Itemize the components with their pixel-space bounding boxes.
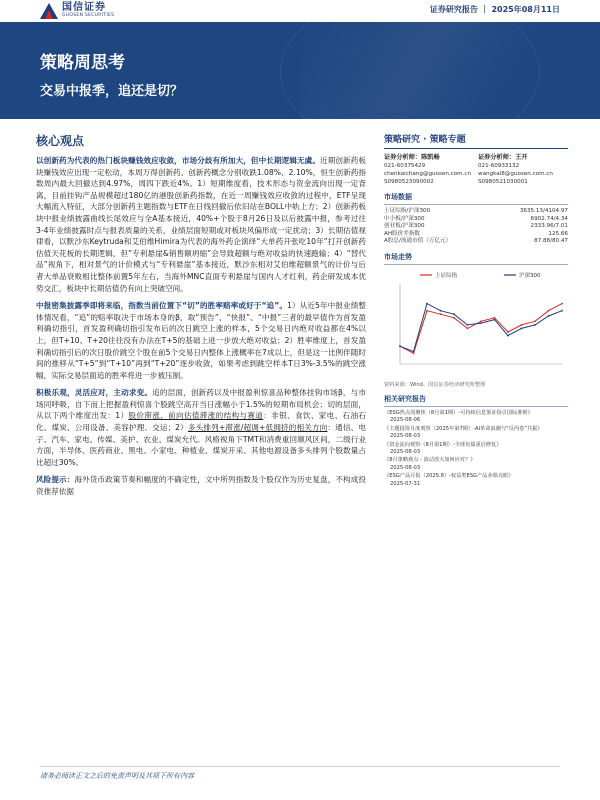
paragraph-2-body: 1）从近5年中报业绩整体情况看，“追”的赔率取决于市场本身的β，取“预告”、“快报”、“中报”三者的最早值作为首发盈利确切指引，首发盈利确切指引发布后的次日跳空上涨的样本，5个交易日内绝对收益都在4%以上，但T+10、T+20往往没有办法在T+5的基础上进一步放大绝对收益；2）胜率维度上，首发盈利确切指引后的次日股价跳空个股在前5个交易日内整体上涨概率在7成以上，但是这一比例伴随时间的推移从“T+5”到“T+10”再到“T+20”逐步收敛，如果考虑到跳空样本T日3%-3.5%的跳空涨幅，实际交易层面追的胜率将进一步被压制。	[36, 301, 366, 380]
footer-divider	[40, 766, 560, 767]
paragraph-innovative-drugs	[36, 155, 366, 294]
row-value: 87.88/80.47	[534, 238, 568, 245]
data-point	[453, 317, 455, 319]
data-point	[494, 319, 496, 321]
row-label: 创业板/沪深300	[384, 223, 425, 230]
data-point	[413, 351, 415, 353]
paragraph-3-body-a: 追的层面，创新药以及中报盈利惊喜品种整体挂钩市场β，与市场同呼吸，自下而上把握盈利惊喜个股跳空高开当日涨幅小于1.5%的短期布局机会；切的层面，从以下两个维度出发：1）	[36, 388, 367, 421]
paragraph-1-body: 近期创新药板块赚钱效应出现一定松动，本周万得创新药、创新药概念分别收跌1.08%、2.10%，恒生创新药指数周内最大回撤达到4.97%，周四下跌近4%。1）短期维度看，技术形态与资金流向出现一定背离，目前挂钩产品规模超过180亿的港股创新药指数，在近一周赚钱效应收敛的过程中，ETF呈现大幅流入特征，大部分创新药主题指数与ETF在日线回撤后依旧站在BOLL中轨上方；2）创新药板块中报业绩披露曲线长尾效应与全A基本接近，40%+个股于8月26日及以后披露中报，参考过往3-4年业绩披露时点与报表质量的关系，业绩层面短期或对板块风偏形成一定扰动；3）长期估值视律看，以默沙东Keytruda和艾伯维Himira为代表的海外药企演绎“大单药开张吃10年”打开创新药估值天花板的长期逻辑，但“专利悬崖&销售额坍缩”会导致超额与绝对收益的快速跑输；4）“替代品”视角下，相对景气的计价模式与“专利悬崖”基本接近，默沙东相对艾伯维超额景气的计价与后者大单品衰败相比整体前置5年左右，当海外MNC直面专利悬崖与国内人才红利，药企研发成本优势交汇，板块中长期估值仍有向上突破空间。	[36, 156, 367, 293]
series-line-2	[400, 304, 562, 352]
row-label: 上证综指/沪深300	[384, 208, 431, 214]
legend-label: 上证综指	[435, 272, 458, 279]
market-trend-chart	[384, 268, 568, 378]
chart-source: 资料来源：Wind、国信证券经济研究所整理	[384, 381, 486, 388]
table-row	[384, 208, 568, 216]
row-value: 6902.74/4.34	[530, 215, 568, 222]
data-point	[534, 324, 536, 326]
related-report-date: 2025-08-03	[390, 449, 421, 455]
related-report-item[interactable]	[384, 426, 568, 441]
related-report-date: 2025-08-03	[390, 433, 421, 440]
paragraph-3-underline-2: 多头排列+滞涨/超调+低拥挤的相关方向	[187, 423, 328, 433]
related-report-date: 2025-07-31	[390, 480, 421, 487]
related-report-date: 2025-08-03	[390, 464, 421, 471]
logo-chinese-name: 国信证券	[62, 2, 106, 14]
core-views-heading: 核心观点	[36, 134, 85, 148]
data-point	[467, 324, 469, 326]
data-point	[413, 352, 415, 354]
data-point	[453, 313, 455, 315]
analyst-card	[384, 154, 474, 186]
report-title: 策略周思考	[40, 53, 125, 73]
row-label: AH股价差指数	[384, 230, 421, 237]
analyst-cert: S0980523090002	[384, 179, 434, 185]
paragraph-strategy	[36, 387, 366, 468]
related-report-date: 2025-08-06	[390, 417, 421, 424]
row-label: 中小板/沪深300	[384, 215, 425, 222]
data-point	[548, 310, 550, 312]
data-point	[507, 335, 509, 337]
data-point	[548, 315, 550, 317]
core-views-column	[36, 132, 366, 504]
row-value: 125.66	[548, 230, 568, 237]
report-type-date: 证券研究报告 ｜ 2025年08月11日	[429, 5, 560, 14]
market-trend-heading: 市场走势	[384, 252, 568, 265]
data-point	[467, 327, 469, 329]
market-trend-svg	[384, 268, 568, 378]
analyst-name: 证券分析师：陈凯畅	[384, 154, 440, 161]
analyst-list	[384, 154, 568, 186]
data-point	[534, 320, 536, 322]
related-report-title[interactable]: 《ESG热点周聚焦（8月第1期）-可持续信息鉴证指引国际准则》	[384, 409, 533, 416]
title-banner	[0, 22, 600, 119]
related-report-item[interactable]	[384, 410, 568, 425]
analyst-phone: 021-60375429	[384, 163, 426, 169]
row-label: A股总/流通市值（万亿元）	[384, 238, 452, 245]
data-point	[480, 322, 482, 324]
data-point	[507, 331, 509, 333]
data-point	[480, 320, 482, 322]
logo-english-name: GUOSEN SECURITIES	[62, 13, 115, 19]
market-data-table	[384, 208, 568, 246]
row-value: 2333.96/7.01	[530, 223, 568, 230]
analyst-card	[478, 154, 568, 186]
series-line-1	[400, 304, 562, 354]
row-value: 3635.13/4104.97	[519, 208, 568, 214]
market-data-heading: 市场数据	[384, 192, 568, 205]
data-point	[440, 313, 442, 315]
analyst-email[interactable]: chenkaichang@guosen.com.cn	[384, 171, 472, 177]
data-point	[494, 317, 496, 319]
top-bar	[0, 0, 600, 22]
related-report-title[interactable]: 《主题投资月度观察（2025年第7期）-AI革命浪潮与“反内卷”共振》	[384, 425, 543, 432]
paragraph-2-highlight: 中报密集披露季即将来临，指数当前位置下“切”的胜率赔率或好于“追”。	[36, 301, 288, 311]
analyst-name: 证券分析师：王开	[478, 154, 528, 161]
related-report-title[interactable]: 《ESG产品月报（2025.8）-权益类ESG产品业绩亮眼》	[384, 473, 514, 480]
sidebar	[384, 132, 568, 489]
related-report-item[interactable]	[384, 457, 568, 472]
paragraph-1-highlight: 以创新药为代表的热门板块赚钱效应收敛，市场分歧有所加大，但中长期逻辑无虞。	[36, 156, 321, 165]
table-row	[384, 238, 568, 246]
data-point	[399, 345, 401, 347]
related-report-title[interactable]: 《资金流向观察（8月第1期）-全球负债重启修复》	[384, 441, 502, 448]
data-point	[521, 327, 523, 329]
table-row	[384, 223, 568, 231]
paragraph-3-body-c: ：通信、电子、汽车、家电、传媒、美护、农业、煤炭允代。风格视角下TMT和消费重回顺风区间，二级行业方面，半导体、医药商业、黑电、小家电、种植业、煤炭开采、其他电源设备多头排列个股数量占比超过30%。	[36, 423, 366, 467]
paragraph-3-body-b: ：非银、食饮、家电、石油石化、煤炭、公用设备、美容护理、交运；2）	[36, 411, 366, 433]
data-point	[440, 310, 442, 312]
report-subtitle: 交易中报季，追还是切？	[40, 84, 184, 99]
related-report-item[interactable]	[384, 473, 568, 488]
related-reports-list	[384, 410, 568, 488]
data-point	[426, 303, 428, 305]
data-point	[521, 324, 523, 326]
legend-label: 沪深300	[519, 272, 541, 279]
paragraph-3-highlight: 积极乐观，灵活应对，主动求变。	[36, 388, 153, 398]
footer-disclaimer: 请务必阅读正文之后的免责声明及其项下所有内容	[40, 772, 194, 780]
related-report-title[interactable]: 《8月策略观点 - 波动放大如何应对？》	[384, 457, 476, 464]
sidebar-title: 策略研究 · 策略专题	[384, 132, 568, 149]
paragraph-risk	[36, 474, 366, 497]
paragraph-3-underline-1: 股价滞涨、前向估值滞涨的结构与赛道	[128, 411, 264, 421]
related-report-item[interactable]	[384, 442, 568, 457]
data-point	[561, 303, 563, 305]
data-point	[426, 310, 428, 312]
data-point	[561, 310, 563, 312]
paragraph-interim-report	[36, 300, 366, 381]
risk-body: 海外货币政策节奏和幅度的不确定性，文中所列指数及个股仅作为历史复盘，不构成投资推荐依据	[36, 475, 367, 497]
analyst-cert: S0980521030001	[478, 179, 528, 185]
analyst-email[interactable]: wangkai8@guosen.com.cn	[478, 171, 553, 177]
risk-heading: 风险提示：	[36, 475, 75, 485]
guosen-logo	[40, 2, 114, 20]
analyst-phone: 021-60933132	[478, 163, 520, 169]
related-reports-heading: 相关研究报告	[384, 394, 568, 407]
guosen-logo-icon	[40, 3, 58, 19]
